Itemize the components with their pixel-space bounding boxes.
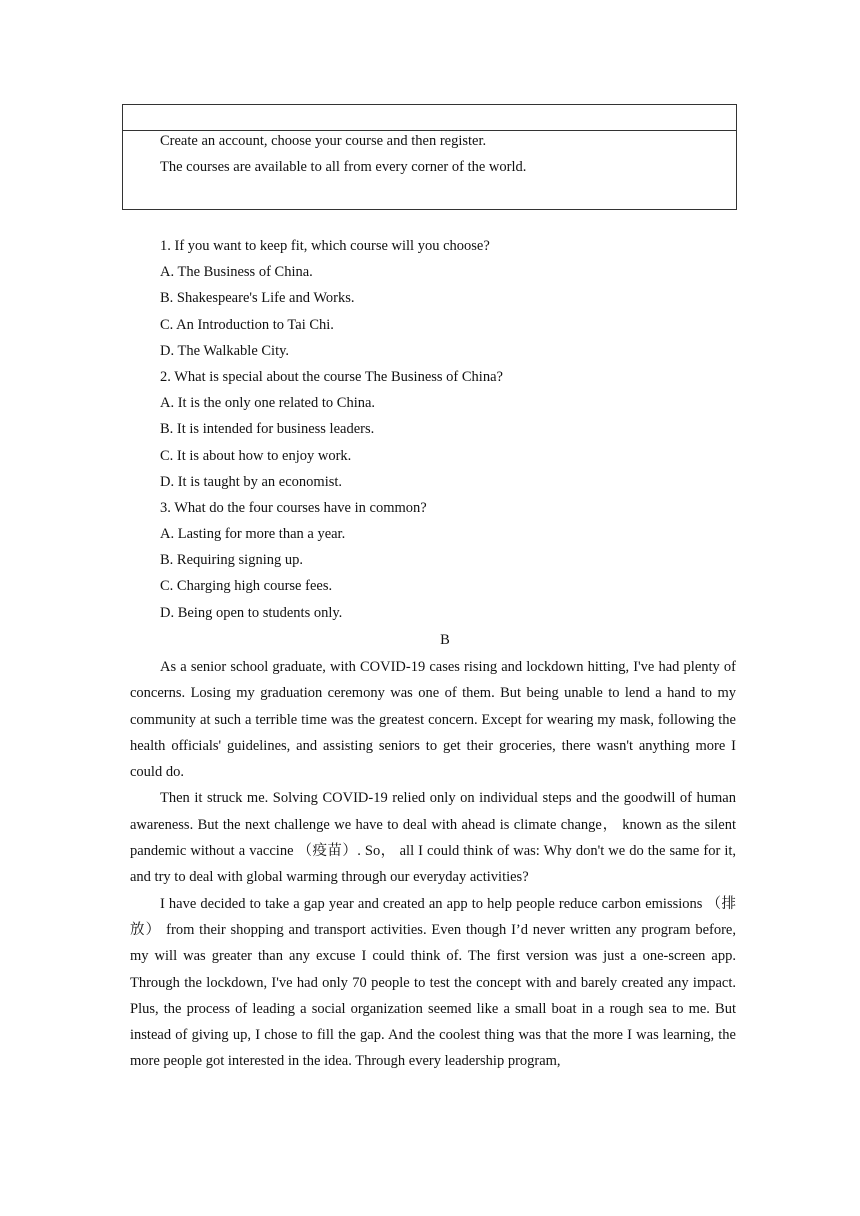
question-1-stem: 1. If you want to keep fit, which course will you choose? — [160, 238, 490, 254]
question-2-option-a: A. It is the only one related to China. — [160, 395, 376, 412]
question-2-stem: 2. What is special about the course The Business of China? — [160, 368, 503, 385]
question-3-option-c: C. Charging high course fees. — [160, 578, 333, 595]
question-list — [160, 236, 740, 629]
question-2-option-b: B. It is intended for business leaders. — [160, 421, 375, 438]
question-1-option-c: C. An Introduction to Tai Chi. — [160, 316, 334, 333]
question-1-option-d: D. The Walkable City. — [160, 342, 290, 359]
passage-paragraph: Then it struck me. Solving COVID-19 relied only on individual steps and the goodwill of human awareness. But the next challenge we have to deal with ahead is climate change， known as the silent pandemic without a vaccine （疫苗）. So， all I could think of was: Why don't we do the same for it, and try to deal with global warming through our everyday activities? — [130, 790, 736, 886]
question-3-option-d: D. Being open to students only. — [160, 604, 343, 621]
question-2-option-d: D. It is taught by an economist. — [160, 473, 343, 490]
passage-paragraph: I have decided to take a gap year and created an app to help people reduce carbon emissions （排放） from their shopping and transport activities. Even though I’d never written any program before, my will was greater than any excuse I could think of. The first version was just a one-screen app. Through the lockdown, I've had only 70 people to test the concept with and barely created any impact. Plus, the process of leading a social organization seemed like a small boat in a rough sea to me. But instead of giving up, I chose to fill the gap. And the coolest thing was that the more I was learning, the more people got interested in the idea. Through every leadership program, — [130, 895, 736, 1070]
question-3-option-a: A. Lasting for more than a year. — [160, 526, 346, 543]
reading-passage — [130, 654, 736, 1075]
notice-line-register: Create an account, choose your course and then register. — [160, 133, 487, 149]
section-label: B — [440, 632, 450, 648]
notice-box — [122, 104, 737, 210]
notice-line-availability: The courses are available to all from every corner of the world. — [160, 159, 527, 175]
question-3-option-b: B. Requiring signing up. — [160, 552, 303, 569]
question-2-option-c: C. It is about how to enjoy work. — [160, 447, 352, 464]
passage-paragraph: As a senior school graduate, with COVID-19 cases rising and lockdown hitting, I've had plenty of concerns. Losing my graduation ceremony was one of them. But being unable to lend a hand to my community at such a terrible time was the greatest concern. Except for wearing my mask, following the health officials' guidelines, and assisting seniors to get their groceries, there wasn't anything more I could do. — [130, 659, 736, 781]
question-1-option-b: B. Shakespeare's Life and Works. — [160, 290, 355, 307]
question-1-option-a: A. The Business of China. — [160, 264, 313, 281]
question-3-stem: 3. What do the four courses have in common? — [160, 499, 427, 516]
notice-header-row — [123, 105, 736, 131]
